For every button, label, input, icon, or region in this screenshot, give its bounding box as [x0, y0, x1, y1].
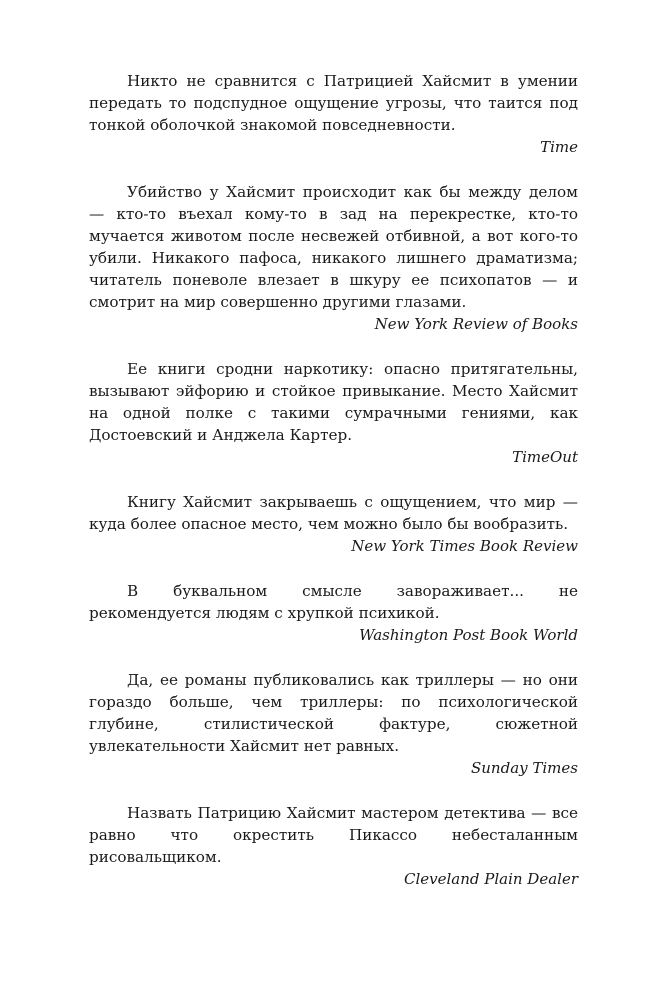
- blurb-quote: Да, ее романы публиковались как триллеры — но они гораздо больше, чем триллеры: по психологической глубине, стилистической фактуре, сюжетной увлекательности Хайсмит нет равных.: [89, 671, 578, 755]
- blurb-nyrb: [89, 181, 578, 335]
- blurbs-page: [89, 70, 578, 890]
- blurb-quote: Ее книги сродни наркотику: опасно притягательны, вызывают эйфорию и стойкое привыкание. Место Хайсмит на одной полке с такими сумрачными гениями, как Достоевский и Анджела Картер.: [89, 360, 578, 444]
- blurb-source: Washington Post Book World: [359, 626, 578, 644]
- blurb-cleveland: [89, 802, 578, 890]
- blurb-sunday-times: [89, 669, 578, 779]
- blurb-source: TimeOut: [512, 448, 578, 466]
- blurb-source: Cleveland Plain Dealer: [403, 870, 578, 888]
- blurb-quote: Убийство у Хайсмит происходит как бы между делом — кто-то въехал кому-то в зад на перекрестке, кто-то мучается животом после несвежей отбивной, а вот кого-то убили. Никакого пафоса, никакого лишнего драматизма; читатель поневоле влезает в шкуру ее психопатов — и смотрит на мир совершенно другими глазами.: [89, 183, 578, 311]
- blurb-wapo: [89, 580, 578, 646]
- blurb-quote: Назвать Патрицию Хайсмит мастером детектива — все равно что окрестить Пикассо небесталанным рисовальщиком.: [89, 804, 578, 866]
- blurb-timeout: [89, 358, 578, 468]
- blurb-source: Sunday Times: [471, 759, 578, 777]
- blurb-nytbr: [89, 491, 578, 557]
- blurb-source: New York Times Book Review: [351, 537, 578, 555]
- blurb-time: [89, 70, 578, 158]
- blurb-quote: Никто не сравнится с Патрицией Хайсмит в умении передать то подспудное ощущение угрозы, что таится под тонкой оболочкой знакомой повседневности.: [89, 72, 578, 134]
- blurb-source: New York Review of Books: [374, 315, 578, 333]
- blurb-quote: Книгу Хайсмит закрываешь с ощущением, что мир — куда более опасное место, чем можно было бы вообразить.: [89, 493, 578, 533]
- blurb-source: Time: [540, 138, 578, 156]
- blurb-quote: В буквальном смысле завораживает... не рекомендуется людям с хрупкой психикой.: [89, 582, 578, 622]
